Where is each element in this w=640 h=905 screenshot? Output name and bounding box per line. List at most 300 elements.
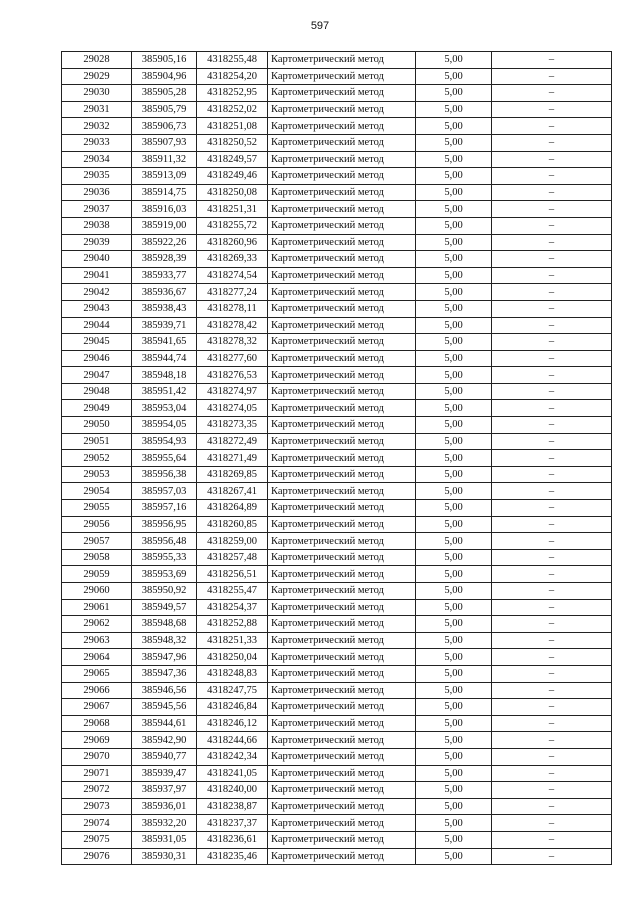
error-cell: 5,00 (416, 168, 492, 185)
table-row (62, 68, 612, 85)
method-cell: Картометрический метод (268, 168, 416, 185)
coordinates-table (61, 51, 612, 865)
point-id-cell: 29069 (62, 732, 132, 749)
table-row (62, 715, 612, 732)
point-id-cell: 29048 (62, 383, 132, 400)
note-cell: – (492, 85, 612, 102)
y-coordinate-cell: 4318264,89 (197, 500, 268, 517)
point-id-cell: 29028 (62, 52, 132, 69)
error-cell: 5,00 (416, 433, 492, 450)
y-coordinate-cell: 4318251,31 (197, 201, 268, 218)
error-cell: 5,00 (416, 583, 492, 600)
error-cell: 5,00 (416, 815, 492, 832)
table-row (62, 433, 612, 450)
error-cell: 5,00 (416, 300, 492, 317)
x-coordinate-cell: 385939,71 (132, 317, 197, 334)
point-id-cell: 29034 (62, 151, 132, 168)
y-coordinate-cell: 4318277,60 (197, 350, 268, 367)
y-coordinate-cell: 4318273,35 (197, 417, 268, 434)
point-id-cell: 29035 (62, 168, 132, 185)
error-cell: 5,00 (416, 134, 492, 151)
y-coordinate-cell: 4318246,12 (197, 715, 268, 732)
y-coordinate-cell: 4318269,85 (197, 466, 268, 483)
method-cell: Картометрический метод (268, 450, 416, 467)
x-coordinate-cell: 385956,38 (132, 466, 197, 483)
note-cell: – (492, 284, 612, 301)
point-id-cell: 29044 (62, 317, 132, 334)
note-cell: – (492, 317, 612, 334)
table-row (62, 151, 612, 168)
note-cell: – (492, 682, 612, 699)
point-id-cell: 29070 (62, 748, 132, 765)
error-cell: 5,00 (416, 101, 492, 118)
x-coordinate-cell: 385955,64 (132, 450, 197, 467)
y-coordinate-cell: 4318277,24 (197, 284, 268, 301)
method-cell: Картометрический метод (268, 500, 416, 517)
table-row (62, 101, 612, 118)
x-coordinate-cell: 385922,26 (132, 234, 197, 251)
method-cell: Картометрический метод (268, 715, 416, 732)
point-id-cell: 29068 (62, 715, 132, 732)
note-cell: – (492, 831, 612, 848)
method-cell: Картометрический метод (268, 549, 416, 566)
error-cell: 5,00 (416, 831, 492, 848)
point-id-cell: 29041 (62, 267, 132, 284)
x-coordinate-cell: 385931,05 (132, 831, 197, 848)
method-cell: Картометрический метод (268, 831, 416, 848)
method-cell: Картометрический метод (268, 682, 416, 699)
table-row (62, 52, 612, 69)
note-cell: – (492, 217, 612, 234)
note-cell: – (492, 649, 612, 666)
x-coordinate-cell: 385904,96 (132, 68, 197, 85)
y-coordinate-cell: 4318259,00 (197, 533, 268, 550)
x-coordinate-cell: 385945,56 (132, 699, 197, 716)
error-cell: 5,00 (416, 400, 492, 417)
method-cell: Картометрический метод (268, 632, 416, 649)
note-cell: – (492, 483, 612, 500)
x-coordinate-cell: 385907,93 (132, 134, 197, 151)
y-coordinate-cell: 4318237,37 (197, 815, 268, 832)
y-coordinate-cell: 4318255,72 (197, 217, 268, 234)
note-cell: – (492, 417, 612, 434)
note-cell: – (492, 350, 612, 367)
point-id-cell: 29046 (62, 350, 132, 367)
x-coordinate-cell: 385933,77 (132, 267, 197, 284)
x-coordinate-cell: 385954,05 (132, 417, 197, 434)
x-coordinate-cell: 385938,43 (132, 300, 197, 317)
table-row (62, 168, 612, 185)
y-coordinate-cell: 4318247,75 (197, 682, 268, 699)
note-cell: – (492, 267, 612, 284)
point-id-cell: 29029 (62, 68, 132, 85)
y-coordinate-cell: 4318252,95 (197, 85, 268, 102)
error-cell: 5,00 (416, 848, 492, 865)
note-cell: – (492, 715, 612, 732)
note-cell: – (492, 798, 612, 815)
error-cell: 5,00 (416, 715, 492, 732)
note-cell: – (492, 632, 612, 649)
method-cell: Картометрический метод (268, 566, 416, 583)
table-row (62, 334, 612, 351)
note-cell: – (492, 168, 612, 185)
y-coordinate-cell: 4318260,85 (197, 516, 268, 533)
y-coordinate-cell: 4318278,32 (197, 334, 268, 351)
note-cell: – (492, 433, 612, 450)
method-cell: Картометрический метод (268, 599, 416, 616)
y-coordinate-cell: 4318274,97 (197, 383, 268, 400)
method-cell: Картометрический метод (268, 649, 416, 666)
x-coordinate-cell: 385919,00 (132, 217, 197, 234)
method-cell: Картометрический метод (268, 300, 416, 317)
note-cell: – (492, 134, 612, 151)
method-cell: Картометрический метод (268, 665, 416, 682)
x-coordinate-cell: 385914,75 (132, 184, 197, 201)
x-coordinate-cell: 385940,77 (132, 748, 197, 765)
point-id-cell: 29062 (62, 616, 132, 633)
method-cell: Картометрический метод (268, 350, 416, 367)
x-coordinate-cell: 385905,79 (132, 101, 197, 118)
error-cell: 5,00 (416, 682, 492, 699)
method-cell: Картометрический метод (268, 748, 416, 765)
note-cell: – (492, 151, 612, 168)
y-coordinate-cell: 4318256,51 (197, 566, 268, 583)
x-coordinate-cell: 385953,04 (132, 400, 197, 417)
y-coordinate-cell: 4318250,52 (197, 134, 268, 151)
table-row (62, 483, 612, 500)
table-row (62, 765, 612, 782)
method-cell: Картометрический метод (268, 848, 416, 865)
x-coordinate-cell: 385947,36 (132, 665, 197, 682)
table-row (62, 350, 612, 367)
point-id-cell: 29060 (62, 583, 132, 600)
x-coordinate-cell: 385949,57 (132, 599, 197, 616)
error-cell: 5,00 (416, 251, 492, 268)
note-cell: – (492, 516, 612, 533)
table-row (62, 234, 612, 251)
point-id-cell: 29059 (62, 566, 132, 583)
point-id-cell: 29031 (62, 101, 132, 118)
y-coordinate-cell: 4318276,53 (197, 367, 268, 384)
x-coordinate-cell: 385905,16 (132, 52, 197, 69)
method-cell: Картометрический метод (268, 616, 416, 633)
note-cell: – (492, 334, 612, 351)
y-coordinate-cell: 4318255,48 (197, 52, 268, 69)
error-cell: 5,00 (416, 184, 492, 201)
note-cell: – (492, 184, 612, 201)
point-id-cell: 29061 (62, 599, 132, 616)
y-coordinate-cell: 4318251,08 (197, 118, 268, 135)
table-row (62, 583, 612, 600)
x-coordinate-cell: 385955,33 (132, 549, 197, 566)
error-cell: 5,00 (416, 151, 492, 168)
method-cell: Картометрический метод (268, 815, 416, 832)
y-coordinate-cell: 4318257,48 (197, 549, 268, 566)
method-cell: Картометрический метод (268, 732, 416, 749)
note-cell: – (492, 234, 612, 251)
y-coordinate-cell: 4318250,04 (197, 649, 268, 666)
x-coordinate-cell: 385953,69 (132, 566, 197, 583)
page-number: 597 (310, 20, 330, 32)
point-id-cell: 29053 (62, 466, 132, 483)
error-cell: 5,00 (416, 466, 492, 483)
note-cell: – (492, 101, 612, 118)
point-id-cell: 29033 (62, 134, 132, 151)
y-coordinate-cell: 4318271,49 (197, 450, 268, 467)
table-row (62, 466, 612, 483)
error-cell: 5,00 (416, 317, 492, 334)
error-cell: 5,00 (416, 85, 492, 102)
method-cell: Картометрический метод (268, 400, 416, 417)
method-cell: Картометрический метод (268, 234, 416, 251)
y-coordinate-cell: 4318248,83 (197, 665, 268, 682)
table-row (62, 632, 612, 649)
point-id-cell: 29032 (62, 118, 132, 135)
note-cell: – (492, 549, 612, 566)
table-row (62, 798, 612, 815)
note-cell: – (492, 765, 612, 782)
point-id-cell: 29072 (62, 782, 132, 799)
note-cell: – (492, 748, 612, 765)
table-row (62, 201, 612, 218)
point-id-cell: 29067 (62, 699, 132, 716)
table-row (62, 682, 612, 699)
table-row (62, 616, 612, 633)
error-cell: 5,00 (416, 649, 492, 666)
x-coordinate-cell: 385941,65 (132, 334, 197, 351)
y-coordinate-cell: 4318240,00 (197, 782, 268, 799)
error-cell: 5,00 (416, 234, 492, 251)
method-cell: Картометрический метод (268, 699, 416, 716)
y-coordinate-cell: 4318246,84 (197, 699, 268, 716)
point-id-cell: 29052 (62, 450, 132, 467)
x-coordinate-cell: 385956,95 (132, 516, 197, 533)
x-coordinate-cell: 385951,42 (132, 383, 197, 400)
table-row (62, 831, 612, 848)
y-coordinate-cell: 4318260,96 (197, 234, 268, 251)
x-coordinate-cell: 385916,03 (132, 201, 197, 218)
point-id-cell: 29055 (62, 500, 132, 517)
error-cell: 5,00 (416, 350, 492, 367)
method-cell: Картометрический метод (268, 533, 416, 550)
error-cell: 5,00 (416, 632, 492, 649)
point-id-cell: 29074 (62, 815, 132, 832)
error-cell: 5,00 (416, 599, 492, 616)
point-id-cell: 29030 (62, 85, 132, 102)
coordinates-table-body (62, 52, 612, 865)
method-cell: Картометрический метод (268, 284, 416, 301)
method-cell: Картометрический метод (268, 798, 416, 815)
error-cell: 5,00 (416, 516, 492, 533)
y-coordinate-cell: 4318267,41 (197, 483, 268, 500)
table-row (62, 815, 612, 832)
table-row (62, 417, 612, 434)
x-coordinate-cell: 385950,92 (132, 583, 197, 600)
table-row (62, 383, 612, 400)
table-row (62, 184, 612, 201)
y-coordinate-cell: 4318269,33 (197, 251, 268, 268)
y-coordinate-cell: 4318274,05 (197, 400, 268, 417)
note-cell: – (492, 251, 612, 268)
y-coordinate-cell: 4318274,54 (197, 267, 268, 284)
x-coordinate-cell: 385948,18 (132, 367, 197, 384)
table-row (62, 85, 612, 102)
y-coordinate-cell: 4318238,87 (197, 798, 268, 815)
note-cell: – (492, 52, 612, 69)
point-id-cell: 29075 (62, 831, 132, 848)
x-coordinate-cell: 385956,48 (132, 533, 197, 550)
error-cell: 5,00 (416, 699, 492, 716)
point-id-cell: 29036 (62, 184, 132, 201)
x-coordinate-cell: 385948,68 (132, 616, 197, 633)
point-id-cell: 29039 (62, 234, 132, 251)
error-cell: 5,00 (416, 483, 492, 500)
x-coordinate-cell: 385942,90 (132, 732, 197, 749)
x-coordinate-cell: 385936,67 (132, 284, 197, 301)
note-cell: – (492, 699, 612, 716)
y-coordinate-cell: 4318278,42 (197, 317, 268, 334)
y-coordinate-cell: 4318244,66 (197, 732, 268, 749)
point-id-cell: 29042 (62, 284, 132, 301)
x-coordinate-cell: 385947,96 (132, 649, 197, 666)
point-id-cell: 29058 (62, 549, 132, 566)
point-id-cell: 29043 (62, 300, 132, 317)
point-id-cell: 29066 (62, 682, 132, 699)
note-cell: – (492, 400, 612, 417)
method-cell: Картометрический метод (268, 483, 416, 500)
table-row (62, 566, 612, 583)
note-cell: – (492, 732, 612, 749)
x-coordinate-cell: 385939,47 (132, 765, 197, 782)
error-cell: 5,00 (416, 118, 492, 135)
point-id-cell: 29063 (62, 632, 132, 649)
point-id-cell: 29037 (62, 201, 132, 218)
x-coordinate-cell: 385905,28 (132, 85, 197, 102)
y-coordinate-cell: 4318255,47 (197, 583, 268, 600)
method-cell: Картометрический метод (268, 583, 416, 600)
note-cell: – (492, 367, 612, 384)
method-cell: Картометрический метод (268, 466, 416, 483)
method-cell: Картометрический метод (268, 367, 416, 384)
table-row (62, 450, 612, 467)
y-coordinate-cell: 4318278,11 (197, 300, 268, 317)
note-cell: – (492, 201, 612, 218)
point-id-cell: 29040 (62, 251, 132, 268)
point-id-cell: 29050 (62, 417, 132, 434)
point-id-cell: 29065 (62, 665, 132, 682)
method-cell: Картометрический метод (268, 267, 416, 284)
note-cell: – (492, 300, 612, 317)
note-cell: – (492, 533, 612, 550)
y-coordinate-cell: 4318241,05 (197, 765, 268, 782)
y-coordinate-cell: 4318254,20 (197, 68, 268, 85)
table-row (62, 500, 612, 517)
error-cell: 5,00 (416, 665, 492, 682)
table-row (62, 400, 612, 417)
table-row (62, 699, 612, 716)
method-cell: Картометрический метод (268, 101, 416, 118)
table-row (62, 533, 612, 550)
y-coordinate-cell: 4318236,61 (197, 831, 268, 848)
point-id-cell: 29047 (62, 367, 132, 384)
method-cell: Картометрический метод (268, 251, 416, 268)
y-coordinate-cell: 4318250,08 (197, 184, 268, 201)
y-coordinate-cell: 4318272,49 (197, 433, 268, 450)
note-cell: – (492, 782, 612, 799)
error-cell: 5,00 (416, 217, 492, 234)
x-coordinate-cell: 385928,39 (132, 251, 197, 268)
table-row (62, 317, 612, 334)
x-coordinate-cell: 385936,01 (132, 798, 197, 815)
note-cell: – (492, 848, 612, 865)
error-cell: 5,00 (416, 367, 492, 384)
method-cell: Картометрический метод (268, 118, 416, 135)
table-row (62, 848, 612, 865)
note-cell: – (492, 566, 612, 583)
y-coordinate-cell: 4318252,02 (197, 101, 268, 118)
error-cell: 5,00 (416, 549, 492, 566)
error-cell: 5,00 (416, 450, 492, 467)
table-row (62, 267, 612, 284)
note-cell: – (492, 118, 612, 135)
error-cell: 5,00 (416, 267, 492, 284)
note-cell: – (492, 583, 612, 600)
error-cell: 5,00 (416, 383, 492, 400)
error-cell: 5,00 (416, 732, 492, 749)
table-row (62, 516, 612, 533)
note-cell: – (492, 500, 612, 517)
method-cell: Картометрический метод (268, 334, 416, 351)
x-coordinate-cell: 385944,61 (132, 715, 197, 732)
point-id-cell: 29064 (62, 649, 132, 666)
x-coordinate-cell: 385948,32 (132, 632, 197, 649)
error-cell: 5,00 (416, 417, 492, 434)
y-coordinate-cell: 4318252,88 (197, 616, 268, 633)
method-cell: Картометрический метод (268, 765, 416, 782)
x-coordinate-cell: 385957,03 (132, 483, 197, 500)
point-id-cell: 29071 (62, 765, 132, 782)
note-cell: – (492, 68, 612, 85)
x-coordinate-cell: 385911,32 (132, 151, 197, 168)
method-cell: Картометрический метод (268, 383, 416, 400)
table-row (62, 599, 612, 616)
error-cell: 5,00 (416, 748, 492, 765)
error-cell: 5,00 (416, 284, 492, 301)
x-coordinate-cell: 385946,56 (132, 682, 197, 699)
method-cell: Картометрический метод (268, 516, 416, 533)
table-row (62, 118, 612, 135)
note-cell: – (492, 383, 612, 400)
table-row (62, 284, 612, 301)
error-cell: 5,00 (416, 500, 492, 517)
y-coordinate-cell: 4318242,34 (197, 748, 268, 765)
table-row (62, 217, 612, 234)
table-row (62, 649, 612, 666)
note-cell: – (492, 665, 612, 682)
error-cell: 5,00 (416, 616, 492, 633)
x-coordinate-cell: 385913,09 (132, 168, 197, 185)
error-cell: 5,00 (416, 765, 492, 782)
method-cell: Картометрический метод (268, 68, 416, 85)
point-id-cell: 29045 (62, 334, 132, 351)
point-id-cell: 29054 (62, 483, 132, 500)
note-cell: – (492, 466, 612, 483)
method-cell: Картометрический метод (268, 201, 416, 218)
error-cell: 5,00 (416, 533, 492, 550)
error-cell: 5,00 (416, 201, 492, 218)
y-coordinate-cell: 4318249,46 (197, 168, 268, 185)
error-cell: 5,00 (416, 782, 492, 799)
